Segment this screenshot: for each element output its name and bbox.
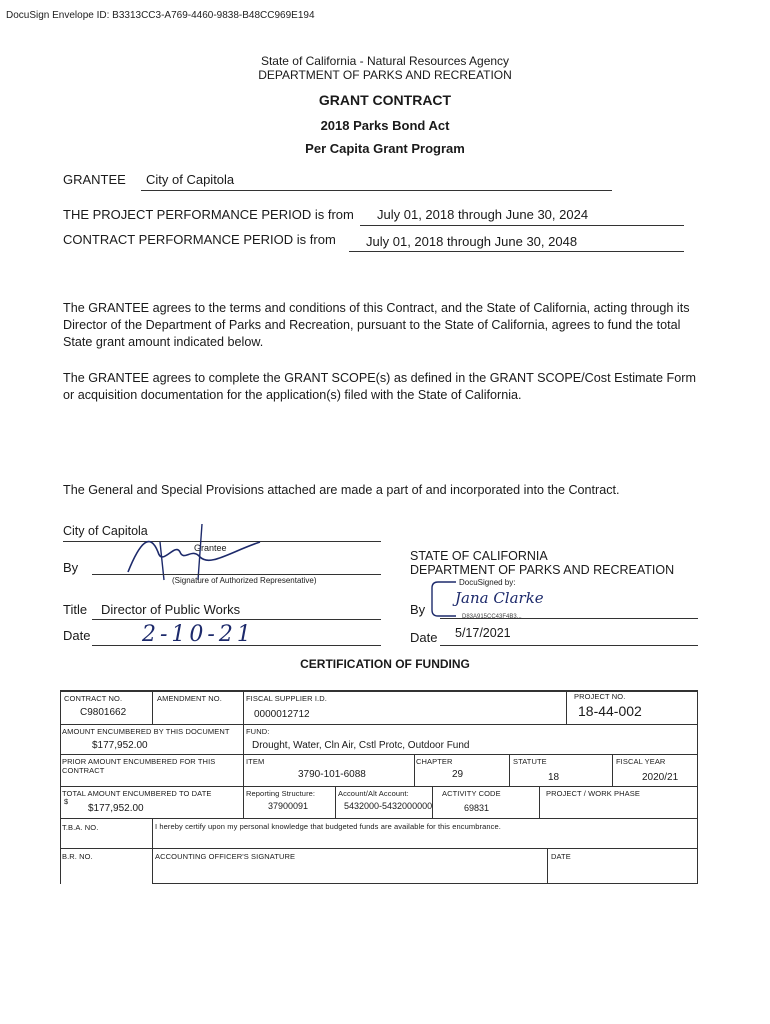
prior-amount-label: PRIOR AMOUNT ENCUMBERED FOR THIS [62,757,216,766]
chapter-label: CHAPTER [416,757,453,766]
paragraph-provisions: The General and Special Provisions attached are made a part of and incorporated into the Contract. [63,483,620,497]
fiscal-supplier: 0000012712 [254,709,310,720]
certification-title: CERTIFICATION OF FUNDING [300,657,470,671]
activity-code-label: ACTIVITY CODE [442,789,501,798]
agency-name: State of California - Natural Resources Agency [260,54,510,68]
grantee-name: City of Capitola [63,524,148,538]
state-name: STATE OF CALIFORNIA [410,549,548,563]
amount-encumbered: $177,952.00 [92,740,148,751]
by-caption: (Signature of Authorized Representative) [172,576,317,585]
grantee-label: GRANTEE [63,172,126,187]
contract-period-label: CONTRACT PERFORMANCE PERIOD is from [63,232,336,247]
program-title: Per Capita Grant Program [305,141,465,156]
total-amount: $177,952.00 [88,803,144,814]
department-name: DEPARTMENT OF PARKS AND RECREATION [258,68,512,82]
docusigned-by: DocuSigned by: [459,578,516,587]
contract-period-value: July 01, 2018 through June 30, 2048 [366,234,578,249]
table-bottom-line [152,883,698,884]
br-label: B.R. NO. [62,852,93,861]
certify-text: I hereby certify upon my personal knowledge that budgeted funds are available for this encumbrance. [155,822,501,831]
date-value-right: 5/17/2021 [455,626,511,640]
account-label: Account/Alt Account: [338,789,409,798]
envelope-id: DocuSign Envelope ID: B3313CC3-A769-4460-9838-B48CC969E194 [6,10,315,21]
project-no: 18-44-002 [578,703,642,719]
project-period-label: THE PROJECT PERFORMANCE PERIOD is from [63,207,354,222]
item-value: 3790-101-6088 [298,769,366,780]
docusign-bracket [428,578,458,620]
act-title: 2018 Parks Bond Act [320,118,450,133]
date-label-left: Date [63,628,91,643]
accounting-date-label: DATE [551,852,571,861]
by-label-left: By [63,560,79,575]
table-row-line [60,818,698,819]
tba-label: T.B.A. NO. [62,823,99,832]
title-label: Title [63,602,88,617]
fiscal-supplier-label: FISCAL SUPPLIER I.D. [246,694,327,703]
prior-amount-label-2: CONTRACT [62,766,105,775]
table-row-line [60,724,698,725]
docusign-signature: Jana Clarke [455,589,544,607]
accounting-signature-label: ACCOUNTING OFFICER'S SIGNATURE [155,852,296,861]
document-title: GRANT CONTRACT [318,92,452,108]
by-label-right: By [410,602,426,617]
date-line-right [440,645,698,646]
grantee-value: City of Capitola [146,172,235,187]
project-period-underline [360,225,684,226]
amendment-no-label: AMENDMENT NO. [157,694,222,703]
statute-label: STATUTE [513,757,547,766]
by-line-left [92,574,381,575]
date-value-left: 2-10-21 [142,622,255,647]
account-value: 5432000-5432000000 [344,801,433,811]
activity-code-value: 69831 [464,803,490,813]
amount-encumbered-label: AMOUNT ENCUMBERED BY THIS DOCUMENT [62,727,230,736]
project-period-value: July 01, 2018 through June 30, 2024 [377,207,589,222]
fund-label: FUND: [246,727,270,736]
table-col-line [547,848,548,884]
project-no-label: PROJECT NO. [574,692,626,701]
docusign-id: D83A915CC43F4B3... [462,614,522,620]
project-phase-label: PROJECT / WORK PHASE [546,789,640,798]
title-value: Director of Public Works [101,602,241,617]
title-line [92,619,381,620]
dollar-sign: $ [64,797,69,806]
table-col-line [697,690,698,884]
table-row-line [60,754,698,755]
date-line-left [92,645,381,646]
reporting-label: Reporting Structure: [246,789,316,798]
contract-period-underline [349,251,684,252]
table-col-line [152,818,153,884]
item-label: ITEM [246,757,265,766]
table-col-line [566,690,567,724]
fiscal-year-value: 2020/21 [642,772,679,783]
table-row-line [60,786,698,787]
department-name-right: DEPARTMENT OF PARKS AND RECREATION [410,563,675,577]
grantee-caption: Grantee [194,543,227,553]
contract-no-label: CONTRACT NO. [64,694,123,703]
paragraph-scope: The GRANTEE agrees to complete the GRANT SCOPE(s) as defined in the GRANT SCOPE/Cost Estimate Form or acquisition documentation for the application(s) filed with the State of California. [63,371,696,402]
date-label-right: Date [410,630,438,645]
by-line-right [440,618,698,619]
total-amount-label: TOTAL AMOUNT ENCUMBERED TO DATE [62,789,212,798]
table-col-line [432,786,433,818]
table-col-line [612,754,613,786]
paragraph-terms: The GRANTEE agrees to the terms and conditions of this Contract, and the State of California, acting through its Director of the Department of Parks and Recreation, pursuant to the State of California, agrees to fund the total State grant amount indicated below. [63,301,690,349]
fund-value: Drought, Water, Cln Air, Cstl Protc, Outdoor Fund [252,740,470,751]
table-col-line [152,690,153,724]
reporting-value: 37900091 [268,801,309,811]
contract-no: C9801662 [80,707,127,718]
table-col-line [335,786,336,818]
table-row-line [60,848,698,849]
table-col-line [243,690,244,818]
table-col-line [60,690,61,884]
table-col-line [509,754,510,786]
fiscal-year-label: FISCAL YEAR [616,757,666,766]
grantee-underline [141,190,612,191]
table-col-line [414,754,415,786]
chapter-value: 29 [452,769,464,780]
statute-value: 18 [548,772,560,783]
table-col-line [539,786,540,818]
